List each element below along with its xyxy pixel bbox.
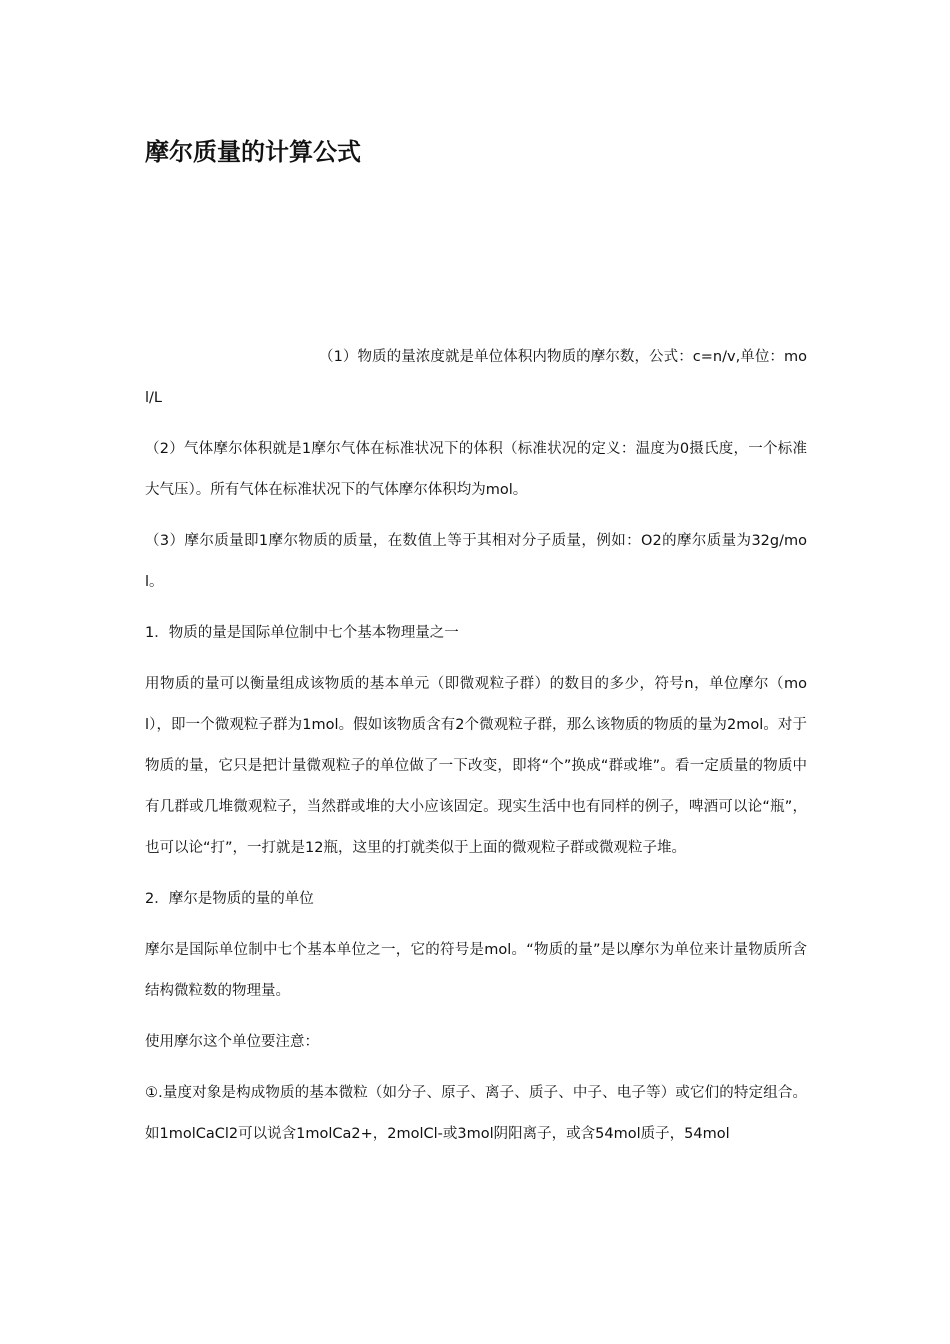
- paragraph-mole-unit: 摩尔是国际单位制中七个基本单位之一，它的符号是mol。“物质的量”是以摩尔为单位来计量物质所含结构微粒数的物理量。: [145, 942, 807, 999]
- section-heading-amount-of-substance: 1．物质的量是国际单位制中七个基本物理量之一: [145, 625, 459, 641]
- paragraph-usage-note-1: ①.量度对象是构成物质的基本微粒（如分子、原子、离子、质子、中子、电子等）或它们的特定组合。如1molCaCl2可以说含1molCa2+，2molCl-或3mol阴阳离子，或含54mol质子，54mol: [145, 1085, 807, 1142]
- paragraph-molar-concentration: （1）物质的量浓度就是单位体积内物质的摩尔数，公式：c=n/v,单位：mol/L: [145, 349, 807, 406]
- paragraph-usage-notes-intro: 使用摩尔这个单位要注意：: [145, 1034, 319, 1050]
- section-heading-mole-unit: 2．摩尔是物质的量的单位: [145, 891, 314, 907]
- document-title: 摩尔质量的计算公式: [145, 138, 361, 166]
- paragraph-molar-mass: （3）摩尔质量即1摩尔物质的质量，在数值上等于其相对分子质量，例如：O2的摩尔质量为32g/mol。: [145, 533, 807, 590]
- paragraph-gas-molar-volume: （2）气体摩尔体积就是1摩尔气体在标准状况下的体积（标准状况的定义：温度为0摄氏度，一个标准大气压）。所有气体在标准状况下的气体摩尔体积均为mol。: [145, 441, 807, 498]
- document-body: [145, 337, 807, 1155]
- paragraph-amount-of-substance: 用物质的量可以衡量组成该物质的基本单元（即微观粒子群）的数目的多少，符号n，单位摩尔（mol），即一个微观粒子群为1mol。假如该物质含有2个微观粒子群，那么该物质的物质的量为2mol。对于物质的量，它只是把计量微观粒子的单位做了一下改变，即将“个”换成“群或堆”。看一定质量的物质中有几群或几堆微观粒子，当然群或堆的大小应该固定。现实生活中也有同样的例子，啤酒可以论“瓶”，也可以论“打”，一打就是12瓶，这里的打就类似于上面的微观粒子群或微观粒子堆。: [145, 676, 807, 856]
